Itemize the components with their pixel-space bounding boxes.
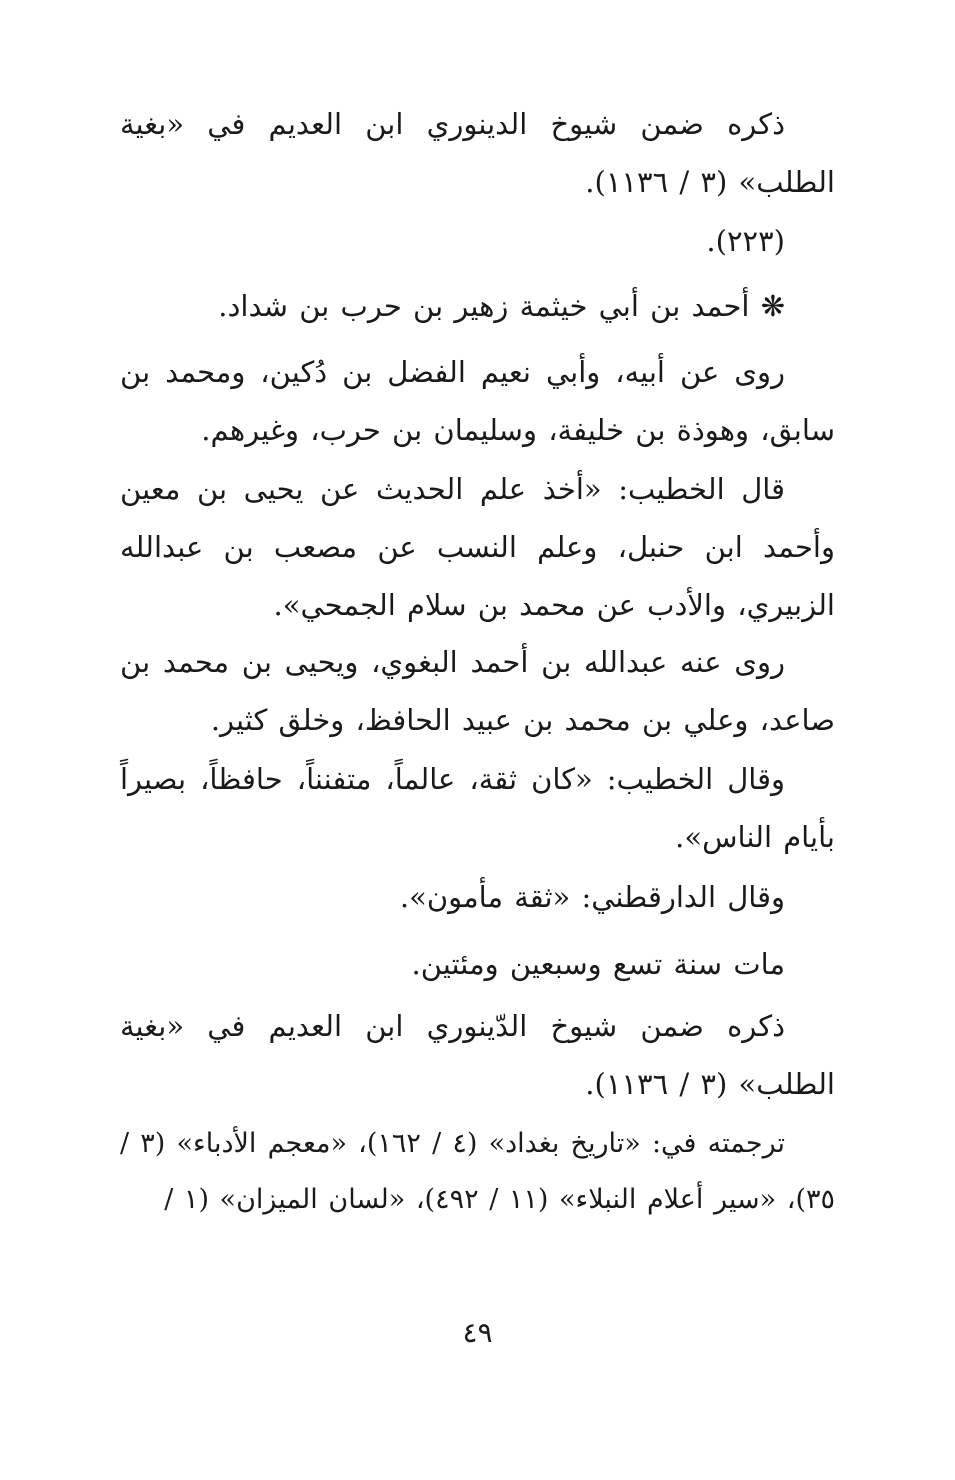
paragraph-5: قال الخطيب: «أخذ علم الحديث عن يحيى بن معين وأحمد ابن حنبل، وعلم النسب عن مصعب بن عبدالله الزبيري، والأدب عن محمد بن سلام الجمحي».	[120, 472, 835, 622]
paragraph-2: (٢٢٣).	[706, 224, 785, 258]
paragraph-1: ذكره ضمن شيوخ الدينوري ابن العديم في «بغية الطلب» (٣ / ١١٣٦).	[120, 107, 835, 199]
paragraph-7: وقال الخطيب: «كان ثقة، عالماً، متفنناً، حافظاً، بصيراً بأيام الناس».	[120, 762, 835, 854]
paragraph-3	[120, 277, 835, 335]
entry-heading: أحمد بن أبي خيثمة زهير بن حرب بن شداد.	[218, 289, 750, 323]
star-icon: ❋	[760, 289, 785, 323]
paragraph-8: وقال الدارقطني: «ثقة مأمون».	[399, 880, 785, 914]
paragraph-6: روى عنه عبدالله بن أحمد البغوي، ويحيى بن محمد بن صاعد، وعلي بن محمد بن عبيد الحافظ، وخلق كثير.	[120, 645, 835, 737]
paragraph-4: روى عن أبيه، وأبي نعيم الفضل بن دُكين، ومحمد بن سابق، وهوذة بن خليفة، وسليمان بن حرب، وغيرهم.	[120, 355, 835, 447]
page-number: ٤٩	[462, 1316, 493, 1349]
paragraph-10: ذكره ضمن شيوخ الدّينوري ابن العديم في «بغية الطلب» (٣ / ١١٣٦).	[120, 1009, 835, 1101]
paragraph-11: ترجمته في: «تاريخ بغداد» (٤ / ١٦٢)، «معجم الأدباء» (٣ / ٣٥)، «سير أعلام النبلاء» (١١ / ٤٩٢)، «لسان الميزان» (١ /	[120, 1128, 835, 1215]
paragraph-9: مات سنة تسع وسبعين ومئتين.	[411, 947, 785, 981]
